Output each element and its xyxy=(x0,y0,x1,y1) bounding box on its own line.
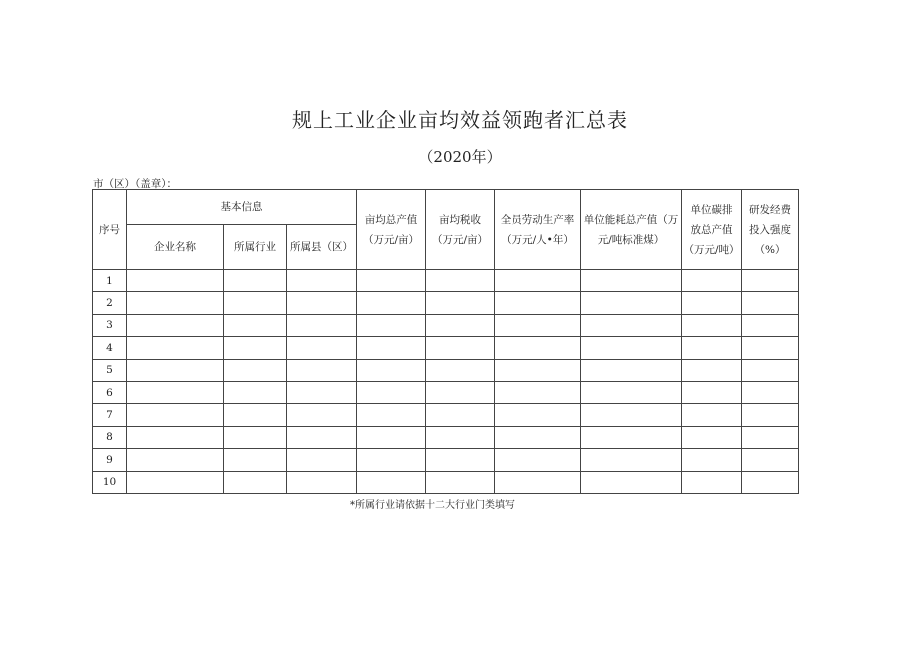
footnote: *所属行业请依据十二大行业门类填写 xyxy=(350,500,515,511)
empty-cell xyxy=(127,449,224,471)
empty-cell xyxy=(426,426,495,448)
empty-cell xyxy=(127,270,224,292)
empty-cell xyxy=(742,404,799,426)
empty-cell xyxy=(682,426,742,448)
empty-cell xyxy=(127,471,224,493)
empty-cell xyxy=(495,449,581,471)
empty-cell xyxy=(682,359,742,381)
empty-cell xyxy=(357,381,426,403)
table-row xyxy=(93,426,799,448)
empty-cell xyxy=(495,270,581,292)
header-output-per-mu-line1: 亩均总产值 xyxy=(364,213,418,226)
empty-cell xyxy=(224,359,287,381)
empty-cell xyxy=(426,471,495,493)
header-tax-per-mu-line1: 亩均税收 xyxy=(439,213,482,226)
empty-cell xyxy=(682,337,742,359)
empty-cell xyxy=(682,471,742,493)
empty-cell xyxy=(224,270,287,292)
header-county: 所属县（区） xyxy=(287,225,357,270)
row-index: 4 xyxy=(93,337,127,359)
empty-cell xyxy=(287,292,357,314)
row-index: 6 xyxy=(93,381,127,403)
empty-cell xyxy=(742,381,799,403)
empty-cell xyxy=(742,337,799,359)
empty-cell xyxy=(742,426,799,448)
header-seq: 序号 xyxy=(93,190,127,270)
empty-cell xyxy=(127,292,224,314)
empty-cell xyxy=(581,270,682,292)
city-label: 市（区）（盖章）： xyxy=(93,178,177,190)
empty-cell xyxy=(682,314,742,336)
empty-cell xyxy=(742,359,799,381)
empty-cell xyxy=(224,426,287,448)
header-energy-output xyxy=(581,190,682,270)
empty-cell xyxy=(581,337,682,359)
header-output-per-mu-line2: （万元/亩） xyxy=(362,233,420,246)
table-row xyxy=(93,270,799,292)
empty-cell xyxy=(581,381,682,403)
empty-cell xyxy=(682,292,742,314)
header-rd-intensity-line1: 研发经费 xyxy=(749,203,792,216)
header-tax-per-mu-line2: （万元/亩） xyxy=(431,233,489,246)
empty-cell xyxy=(224,404,287,426)
empty-cell xyxy=(581,314,682,336)
empty-cell xyxy=(127,404,224,426)
empty-cell xyxy=(426,314,495,336)
empty-cell xyxy=(495,314,581,336)
empty-cell xyxy=(127,426,224,448)
header-energy-output-line2: 元/吨标准煤） xyxy=(597,233,665,246)
table-row xyxy=(93,359,799,381)
empty-cell xyxy=(224,381,287,403)
empty-cell xyxy=(742,270,799,292)
empty-cell xyxy=(357,449,426,471)
empty-cell xyxy=(357,359,426,381)
empty-cell xyxy=(682,404,742,426)
table-row xyxy=(93,337,799,359)
empty-cell xyxy=(495,426,581,448)
empty-cell xyxy=(426,337,495,359)
empty-cell xyxy=(682,381,742,403)
empty-cell xyxy=(581,426,682,448)
empty-cell xyxy=(224,449,287,471)
row-index: 9 xyxy=(93,449,127,471)
empty-cell xyxy=(426,381,495,403)
empty-cell xyxy=(357,270,426,292)
empty-cell xyxy=(495,292,581,314)
table-row xyxy=(93,314,799,336)
empty-cell xyxy=(287,404,357,426)
header-rd-intensity-line2: 投入强度 xyxy=(749,223,792,236)
row-index: 2 xyxy=(93,292,127,314)
row-index: 7 xyxy=(93,404,127,426)
empty-cell xyxy=(581,471,682,493)
empty-cell xyxy=(224,292,287,314)
empty-cell xyxy=(426,449,495,471)
empty-cell xyxy=(742,471,799,493)
empty-cell xyxy=(357,292,426,314)
header-rd-intensity-line3: （%） xyxy=(754,243,786,256)
header-carbon-output xyxy=(682,190,742,270)
empty-cell xyxy=(742,292,799,314)
empty-cell xyxy=(127,381,224,403)
empty-cell xyxy=(224,471,287,493)
header-output-per-mu xyxy=(357,190,426,270)
empty-cell xyxy=(287,359,357,381)
row-index: 1 xyxy=(93,270,127,292)
empty-cell xyxy=(224,314,287,336)
empty-cell xyxy=(357,404,426,426)
empty-cell xyxy=(426,359,495,381)
empty-cell xyxy=(426,292,495,314)
empty-cell xyxy=(495,337,581,359)
empty-cell xyxy=(742,449,799,471)
row-index: 8 xyxy=(93,426,127,448)
empty-cell xyxy=(287,426,357,448)
header-energy-output-line1: 单位能耗总产值（万 xyxy=(583,213,679,226)
empty-cell xyxy=(426,270,495,292)
empty-cell xyxy=(581,449,682,471)
row-index: 5 xyxy=(93,359,127,381)
row-index: 3 xyxy=(93,314,127,336)
empty-cell xyxy=(495,471,581,493)
header-labor-productivity-line2: （万元/人•年） xyxy=(501,233,574,246)
empty-cell xyxy=(581,359,682,381)
header-tax-per-mu xyxy=(426,190,495,270)
table-row xyxy=(93,471,799,493)
empty-cell xyxy=(287,270,357,292)
header-basic-info: 基本信息 xyxy=(127,190,357,225)
empty-cell xyxy=(581,292,682,314)
empty-cell xyxy=(357,471,426,493)
empty-cell xyxy=(426,404,495,426)
row-index: 10 xyxy=(93,471,127,493)
header-rd-intensity xyxy=(742,190,799,270)
empty-cell xyxy=(287,449,357,471)
table-row xyxy=(93,449,799,471)
table-row xyxy=(93,381,799,403)
empty-cell xyxy=(224,337,287,359)
table-row xyxy=(93,404,799,426)
table-row xyxy=(93,292,799,314)
table-body xyxy=(93,270,799,494)
empty-cell xyxy=(742,314,799,336)
page-subtitle: （2020年） xyxy=(418,148,502,166)
header-carbon-output-line1: 单位碳排 xyxy=(690,203,733,216)
empty-cell xyxy=(682,270,742,292)
empty-cell xyxy=(495,359,581,381)
header-labor-productivity xyxy=(495,190,581,270)
header-carbon-output-line3: （万元/吨） xyxy=(683,243,740,256)
empty-cell xyxy=(495,381,581,403)
empty-cell xyxy=(127,314,224,336)
header-industry: 所属行业 xyxy=(224,225,287,270)
empty-cell xyxy=(287,381,357,403)
empty-cell xyxy=(127,359,224,381)
empty-cell xyxy=(287,471,357,493)
empty-cell xyxy=(287,337,357,359)
empty-cell xyxy=(357,426,426,448)
header-company-name: 企业名称 xyxy=(127,225,224,270)
empty-cell xyxy=(357,337,426,359)
page-title: 规上工业企业亩均效益领跑者汇总表 xyxy=(292,108,628,132)
empty-cell xyxy=(495,404,581,426)
empty-cell xyxy=(682,449,742,471)
empty-cell xyxy=(287,314,357,336)
empty-cell xyxy=(127,337,224,359)
empty-cell xyxy=(357,314,426,336)
header-labor-productivity-line1: 全员劳动生产率 xyxy=(500,213,575,226)
header-carbon-output-line2: 放总产值 xyxy=(690,223,733,236)
empty-cell xyxy=(581,404,682,426)
summary-table xyxy=(92,189,799,494)
